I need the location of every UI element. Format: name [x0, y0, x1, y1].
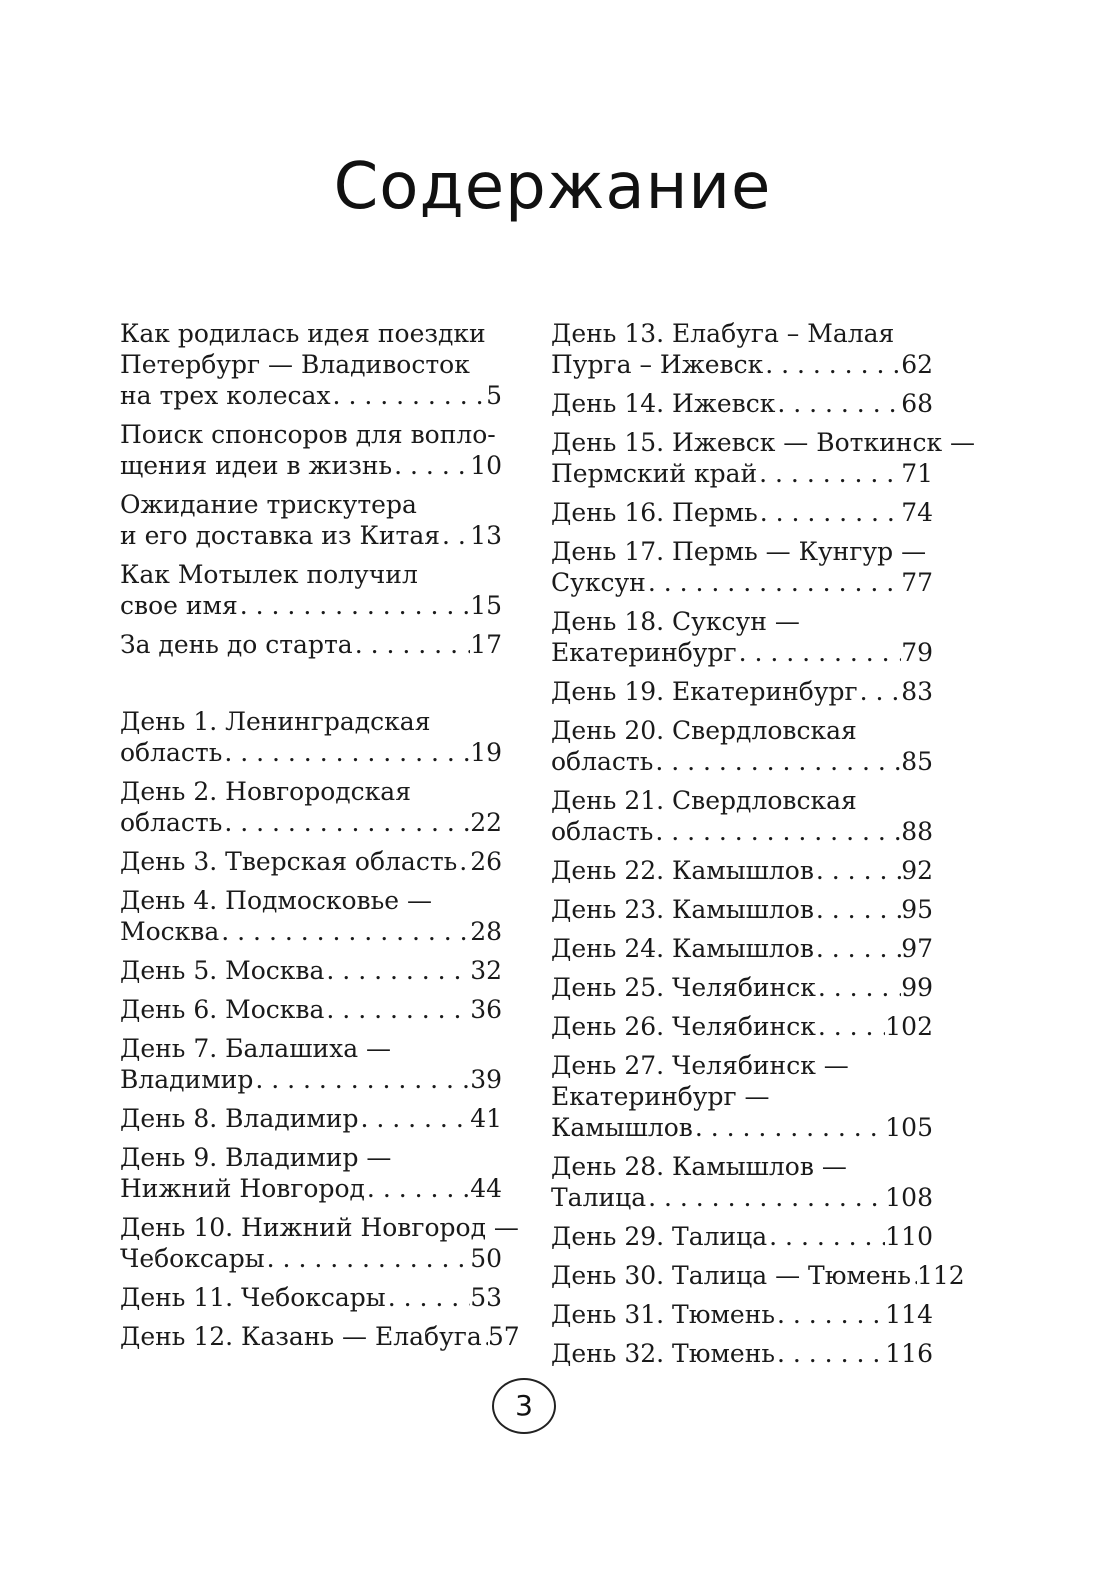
toc-entry-last-line [120, 1321, 520, 1352]
toc-entry-last-line [551, 497, 933, 528]
dot-leader [386, 1282, 470, 1313]
toc-entry-line: День 17. Пермь — Кунгур — [551, 537, 927, 566]
toc-page-number: 44 [470, 1174, 502, 1203]
toc-entry [551, 1151, 933, 1213]
toc-entry-line: Екатеринбург — [551, 1082, 770, 1111]
toc-entry [551, 497, 933, 528]
toc-page-number: 71 [901, 459, 933, 488]
toc-entry-title: День 16. Пермь [551, 498, 758, 527]
toc-entry-last-line [551, 676, 933, 707]
dot-leader [737, 637, 902, 668]
toc-entry [551, 785, 933, 847]
toc-entry-last-line [120, 994, 502, 1025]
toc-entry [120, 1212, 519, 1274]
toc-entry-line: День 21. Свердловская [551, 786, 857, 815]
toc-entry-title: День 29. Талица [551, 1222, 768, 1251]
toc-entry-last-line [120, 450, 502, 481]
toc-entry-title: щения идеи в жизнь [120, 451, 393, 480]
toc-entry-last-line [120, 807, 502, 838]
toc-entry [120, 955, 502, 986]
dot-leader [440, 520, 470, 551]
dot-leader [365, 1173, 470, 1204]
dot-leader [331, 380, 487, 411]
toc-entry-line: День 18. Суксун — [551, 607, 800, 636]
toc-entry-last-line [120, 1282, 502, 1313]
toc-entry-line: Как родилась идея поездки [120, 319, 486, 348]
toc-page-number: 13 [470, 521, 502, 550]
toc-entry [551, 1221, 933, 1252]
toc-page-number: 92 [901, 856, 933, 885]
toc-entry-title: Пермский край [551, 459, 758, 488]
toc-entry [551, 606, 933, 668]
toc-entry-title: День 12. Казань — Елабуга [120, 1322, 482, 1351]
toc-entry [551, 1299, 933, 1330]
toc-entry-last-line [551, 349, 933, 380]
toc-entry-last-line [551, 1011, 933, 1042]
toc-entry [120, 776, 502, 838]
toc-page-number: 28 [470, 917, 502, 946]
toc-entry [551, 536, 933, 598]
dot-leader [653, 816, 901, 847]
toc-entry-title: на трех колесах [120, 381, 331, 410]
toc-page-number: 50 [470, 1244, 502, 1273]
dot-leader [324, 994, 470, 1025]
toc-entry-title: Владимир [120, 1065, 254, 1094]
toc-entry [551, 715, 933, 777]
toc-entry-line: День 15. Ижевск — Воткинск — [551, 428, 976, 457]
toc-entry [120, 318, 502, 411]
toc-page-number: 74 [901, 498, 933, 527]
toc-page-number: 22 [470, 808, 502, 837]
toc-entry-title: День 26. Челябинск [551, 1012, 816, 1041]
toc-entry-last-line [120, 1064, 502, 1095]
toc-entry [551, 933, 933, 964]
toc-entry [551, 972, 933, 1003]
toc-left-column [120, 318, 520, 1360]
dot-leader [814, 933, 901, 964]
dot-leader [816, 972, 901, 1003]
toc-page-number: 116 [885, 1339, 933, 1368]
toc-entry-title: День 22. Камышлов [551, 856, 814, 885]
toc-entry-line: День 10. Нижний Новгород — [120, 1213, 519, 1242]
toc-entry-title: Чебоксары [120, 1244, 265, 1273]
dot-leader [816, 1011, 885, 1042]
dot-leader [858, 676, 902, 707]
dot-leader [775, 1338, 885, 1369]
toc-page-number: 32 [470, 956, 502, 985]
toc-entry-last-line [120, 955, 502, 986]
toc-entry-title: День 24. Камышлов [551, 934, 814, 963]
toc-entry-title: Нижний Новгород [120, 1174, 365, 1203]
toc-entry [120, 1033, 502, 1095]
toc-entry [551, 1260, 965, 1291]
toc-entry [551, 1050, 933, 1143]
toc-entry [120, 559, 502, 621]
toc-page-number: 19 [470, 738, 502, 767]
toc-entry-title: и его доставка из Китая [120, 521, 440, 550]
toc-entry-title: область [120, 808, 223, 837]
toc-page-number: 95 [901, 895, 933, 924]
page-title: Содержание [333, 150, 772, 224]
toc-entry-last-line [120, 520, 502, 551]
dot-leader [763, 349, 901, 380]
toc-entry-line: Как Мотылек получил [120, 560, 418, 589]
toc-entry-last-line [551, 1338, 933, 1369]
toc-entry-last-line [551, 388, 933, 419]
toc-entry-title: область [551, 747, 654, 776]
toc-page-number: 97 [901, 934, 933, 963]
toc-entry-title: День 25. Челябинск [551, 973, 816, 1002]
toc-entry-line: День 9. Владимир — [120, 1143, 392, 1172]
dot-leader [693, 1112, 885, 1143]
toc-entry-last-line [120, 629, 502, 660]
toc-entry-title: свое имя [120, 591, 238, 620]
toc-entry-title: День 19. Екатеринбург [551, 677, 858, 706]
toc-entry-title: область [551, 817, 654, 846]
toc-entry [120, 706, 502, 768]
toc-entry-title: область [120, 738, 223, 767]
toc-entry-last-line [120, 1243, 502, 1274]
toc-entry [551, 855, 933, 886]
toc-entry [120, 629, 502, 660]
toc-page-number: 39 [470, 1065, 502, 1094]
dot-leader [253, 1064, 470, 1095]
dot-leader [222, 807, 470, 838]
toc-entry-line: День 13. Елабуга – Малая [551, 319, 895, 348]
dot-leader [324, 955, 470, 986]
toc-entry [120, 846, 502, 877]
toc-entry-last-line [551, 637, 933, 668]
toc-page-number: 88 [901, 817, 933, 846]
toc-entry-last-line [551, 1182, 933, 1213]
toc-entry [551, 427, 976, 489]
toc-entry-line: День 1. Ленинградская [120, 707, 431, 736]
toc-entry-title: За день до старта [120, 630, 353, 659]
toc-entry-last-line [551, 1299, 933, 1330]
toc-entry [120, 1142, 502, 1204]
toc-entry-title: День 11. Чебоксары [120, 1283, 386, 1312]
toc-page-number: 79 [901, 638, 933, 667]
toc-entry-title: День 32. Тюмень [551, 1339, 775, 1368]
toc-page-number: 26 [470, 847, 502, 876]
toc-entry-title: Талица [551, 1183, 647, 1212]
dot-leader [353, 629, 470, 660]
toc-entry-last-line [120, 1103, 502, 1134]
section-gap [120, 668, 502, 706]
toc-entry-last-line [551, 933, 933, 964]
dot-leader [653, 746, 901, 777]
toc-page-number: 36 [470, 995, 502, 1024]
toc-entry [120, 489, 502, 551]
toc-page-number: 62 [901, 350, 933, 379]
toc-entry-line: Петербург — Владивосток [120, 350, 470, 379]
toc-page-number: 57 [487, 1322, 520, 1351]
dot-leader [222, 737, 470, 768]
dot-leader [814, 855, 901, 886]
toc-entry-title: День 5. Москва [120, 956, 325, 985]
toc-entry-title: Пурга – Ижевск [551, 350, 764, 379]
toc-entry-last-line [551, 1221, 933, 1252]
toc-entry-last-line [551, 1112, 933, 1143]
toc-entry-last-line [120, 590, 502, 621]
toc-entry-last-line [551, 972, 933, 1003]
toc-entry-last-line [120, 846, 502, 877]
toc-entry-last-line [551, 894, 933, 925]
toc-entry-last-line [120, 1173, 502, 1204]
toc-entry-last-line [120, 380, 502, 411]
toc-entry-last-line [551, 567, 933, 598]
dot-leader [238, 590, 470, 621]
dot-leader [775, 1299, 885, 1330]
toc-right-column [551, 318, 976, 1377]
toc-page-number: 99 [901, 973, 933, 1002]
dot-leader [775, 388, 901, 419]
dot-leader [767, 1221, 885, 1252]
toc-page-number: 41 [470, 1104, 502, 1133]
dot-leader [646, 1182, 885, 1213]
toc-entry-title: Екатеринбург [551, 638, 737, 667]
toc-entry-last-line [551, 1260, 965, 1291]
toc-entry-title: День 8. Владимир [120, 1104, 359, 1133]
toc-entry [551, 318, 933, 380]
dot-leader [757, 458, 901, 489]
toc-entry-title: День 30. Талица — Тюмень [551, 1261, 911, 1290]
toc-page-number: 5 [486, 381, 502, 410]
toc-page-number: 15 [470, 591, 502, 620]
toc-entry-title: Суксун [551, 568, 646, 597]
toc-entry-title: День 3. Тверская область [120, 847, 458, 876]
toc-entry-last-line [551, 746, 933, 777]
dot-leader [646, 567, 901, 598]
dot-leader [457, 846, 470, 877]
toc-page-number: 77 [901, 568, 933, 597]
toc-entry-line: День 27. Челябинск — [551, 1051, 849, 1080]
toc-page-number: 105 [885, 1113, 933, 1142]
toc-entry-line: День 4. Подмосковье — [120, 886, 432, 915]
dot-leader [219, 916, 470, 947]
dot-leader [265, 1243, 471, 1274]
toc-entry-last-line [120, 737, 502, 768]
toc-page-number: 112 [917, 1261, 965, 1290]
toc-entry-line: День 7. Балашиха — [120, 1034, 392, 1063]
toc-entry-title: День 31. Тюмень [551, 1300, 775, 1329]
toc-entry-last-line [551, 855, 933, 886]
toc-entry [120, 1321, 520, 1352]
toc-page-number: 17 [470, 630, 502, 659]
toc-entry [120, 419, 502, 481]
toc-entry-title: День 14. Ижевск [551, 389, 776, 418]
toc-entry [120, 1282, 502, 1313]
toc-entry-line: День 28. Камышлов — [551, 1152, 847, 1181]
toc-entry-last-line [551, 458, 933, 489]
toc-page-number: 85 [901, 747, 933, 776]
toc-entry [120, 885, 502, 947]
toc-entry-title: День 6. Москва [120, 995, 325, 1024]
toc-page-number: 83 [901, 677, 933, 706]
toc-entry-last-line [120, 916, 502, 947]
dot-leader [814, 894, 901, 925]
dot-leader [758, 497, 901, 528]
toc-entry-title: Москва [120, 917, 220, 946]
dot-leader [358, 1103, 470, 1134]
toc-page-number: 10 [470, 451, 502, 480]
toc-entry [551, 388, 933, 419]
toc-page-number: 53 [470, 1283, 502, 1312]
toc-entry-line: День 20. Свердловская [551, 716, 857, 745]
toc-page-number: 102 [885, 1012, 933, 1041]
toc-entry-line: Ожидание трискутера [120, 490, 417, 519]
toc-entry [120, 994, 502, 1025]
dot-leader [392, 450, 470, 481]
toc-entry [120, 1103, 502, 1134]
toc-entry [551, 1011, 933, 1042]
toc-entry [551, 894, 933, 925]
toc-entry-last-line [551, 816, 933, 847]
toc-entry-line: День 2. Новгородская [120, 777, 411, 806]
toc-page-number: 114 [885, 1300, 933, 1329]
toc-entry [551, 1338, 933, 1369]
toc-entry-line: Поиск спонсоров для вопло- [120, 420, 496, 449]
toc-page-number: 110 [885, 1222, 933, 1251]
toc-page-number: 68 [901, 389, 933, 418]
page-number: 3 [492, 1378, 556, 1434]
toc-entry-title: Камышлов [551, 1113, 693, 1142]
toc-page-number: 108 [885, 1183, 933, 1212]
toc-entry [551, 676, 933, 707]
toc-entry-title: День 23. Камышлов [551, 895, 814, 924]
